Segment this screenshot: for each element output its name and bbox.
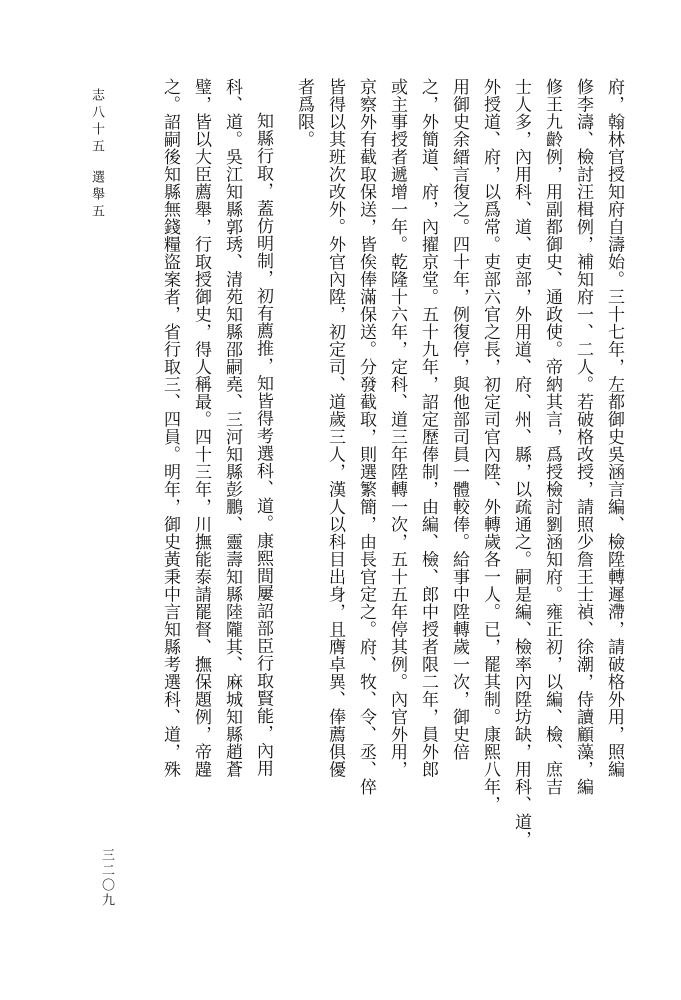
main-text [154, 78, 629, 918]
volume-label: 志八十五 [89, 88, 104, 156]
section-label: 選舉五 [89, 170, 104, 221]
text-column: 璧，皆以大臣薦舉，行取授御史，得人稱最。四十三年，川撫能泰請罷督、撫保題例，帝韙 [191, 78, 211, 778]
text-column: 科、道。吳江知縣郭琇、清苑知縣邵嗣堯、三河知縣彭鵬、靈壽知縣陸隴其、麻城知縣趙蒼 [222, 78, 242, 778]
text-column: 京察外有截取保送，皆俟俸滿保送。分發截取，則選繁簡，由長官定之。府、牧、令、丞、倅 [356, 78, 376, 796]
text-column: 之，外簡道、府，內擢京堂。五十九年，詔定歷俸制，由編、檢、郎中授者限二年，員外郎 [418, 78, 438, 778]
paragraph-start-column: 知縣行取，蓋仿明制，初有薦推，知皆得考選科、道。康熙間屢詔部臣行取賢能，內用 [253, 112, 273, 777]
text-column: 或主事授者遞增一年。乾隆十六年，定科、道三年陞轉一次，五十五年停其例。內官外用， [387, 78, 407, 778]
text-column: 用御史余縉言復之。四十年，例復停，與他部司員一體較俸。給事中陞轉歲一次，御史倍 [449, 78, 469, 761]
running-header [88, 88, 104, 221]
text-column: 皆得以其班次改外。外官內陞，初定司、道歲三人，漢人以科目出身，且膺卓異、俸薦俱優 [325, 78, 345, 778]
text-column: 外授道、府，以爲常。吏部六官之長，初定司官內陞、外轉歲各一人。已，罷其制。康熙八年， [480, 78, 500, 813]
text-column: 士人多，內用科、道、吏部，外用道、府、州、縣，以疏通之。嗣是編、檢率內陞坊缺，用科、道， [511, 78, 531, 848]
text-column: 修李濤、檢討汪楫例，補知府一、二人。若破格改授，請照少詹王士禎、徐潮，侍讀顧藻，編 [573, 78, 593, 796]
text-column: 修王九齡例，用副都御史、通政使。帝納其言，爲授檢討劉涵知府。雍正初，以編、檢、庶吉 [542, 78, 562, 796]
text-column: 之。詔嗣後知縣無錢糧盜案者，省行取三、四員。明年，御史黃秉中言知縣考選科、道，殊 [160, 78, 180, 778]
text-column: 者爲限。 [294, 78, 314, 148]
page-number: 三二〇九 [99, 848, 114, 908]
text-column: 府，翰林官授知府自濤始。三十七年，左都御史吳涵言編、檢陞轉遲滯，請破格外用，照編 [604, 78, 624, 778]
